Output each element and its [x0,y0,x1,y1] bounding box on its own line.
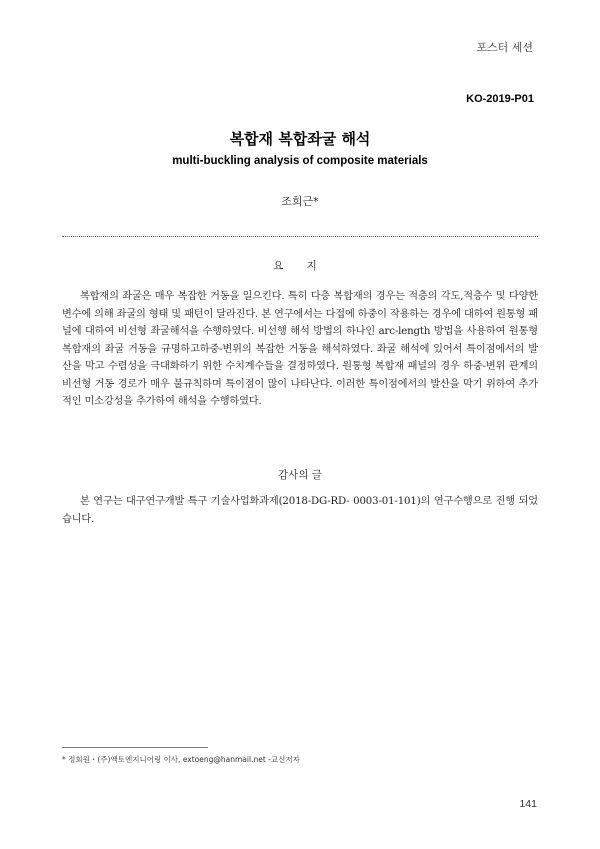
footnote-rule [62,747,208,748]
footnote: * 정회원・(주)엑토엔지니어링 이사, extoeng@hanmail.net -교신저자 [62,755,300,764]
page-number: 141 [519,798,537,810]
paper-title-english: multi-buckling analysis of composite materials [172,155,428,167]
author-name: 조희근* [281,195,319,208]
abstract-body: 복합재의 좌굴은 매우 복잡한 거동을 일으킨다. 특히 다층 복합재의 경우는 적층의 각도,적층수 및 다양한 변수에 의해 좌굴의 형태 및 패턴이 달라진다. 본 연구에서는 다접에 하중이 작용하는 경우에 대하여 원통형 패널에 대하여 비선형 좌굴해석을 수행하였다. 비선행 해석 방법의 하나인 arc-length 방법을 사용하여 원통형 복합재의 좌굴 거동을 규명하고하중-변위의 복잡한 거동을 해석하였다. 좌굴 해석에 있어서 특이점에서의 발산을 막고 수렴성을 극대화하기 위한 수치계수들을 결정하였다. 원통형 복합재 패널의 경우 하중-변위 관계의 비선형 거동 경로가 매우 불규칙하며 특이점이 많이 나타난다. 이러한 특이점에서의 발산을 막기 위하여 추가적인 미소강성을 추가하여 해석을 수행하였다. [62,291,538,407]
paper-title-korean: 복합재 복합좌굴 해석 [229,130,371,148]
acknowledgement-heading: 감사의 글 [278,469,322,481]
paper-id: KO-2019-P01 [466,93,534,105]
section-divider [62,236,538,237]
abstract-heading: 요 지 [273,260,327,272]
acknowledgement-body: 본 연구는 대구연구개발 특구 기술사업화과제(2018-DG-RD- 0003-01-101)의 연구수행으로 진행 되었습니다. [62,496,538,525]
session-label: 포스터 세션 [476,41,533,54]
